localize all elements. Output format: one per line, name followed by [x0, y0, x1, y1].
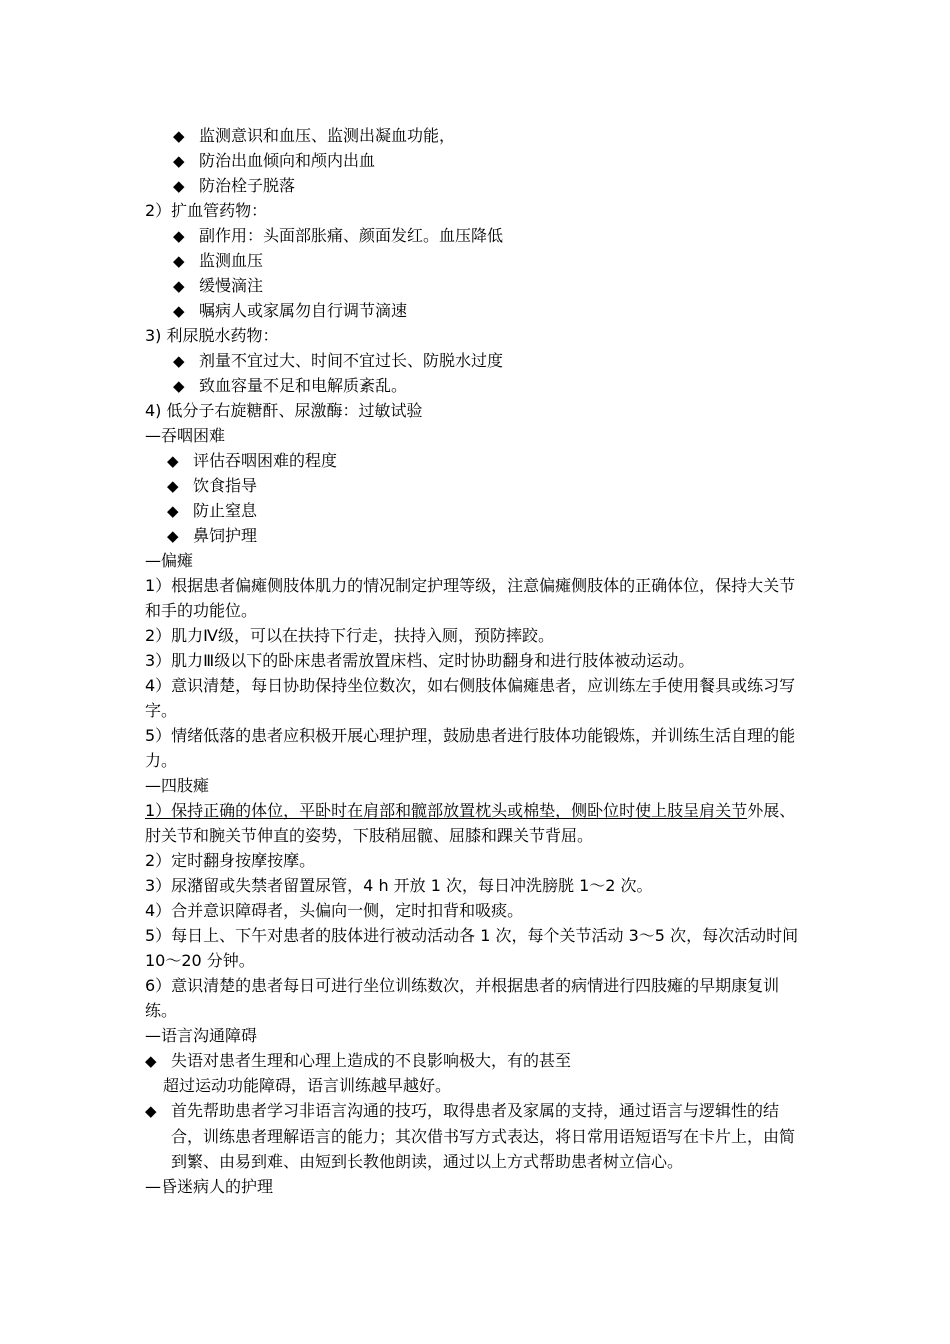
diamond-bullet-icon: ◆ — [173, 152, 185, 170]
section-heading: —吞咽困难 — [145, 426, 226, 445]
paragraph: 1）保持正确的体位，平卧时在肩部和髋部放置枕头或棉垫，侧卧位时使上肢呈肩关节外展、肘关节和腕关节伸直的姿势，下肢稍屈髋、屈膝和踝关节背屈。 — [145, 801, 796, 845]
diamond-bullet-icon: ◆ — [173, 127, 185, 145]
numbered-heading: 2）扩血管药物： — [145, 201, 268, 220]
bullet-item: ◆ 剂量不宜过大、时间不宜过长、防脱水过度 — [145, 348, 810, 373]
bullet-item: ◆ 致血容量不足和电解质紊乱。 — [145, 373, 810, 398]
underlined-text: 1）保持正确的体位，平卧时在肩部和髋部放置枕头或棉垫，侧卧位时使上肢呈肩关节 — [145, 801, 748, 820]
diamond-bullet-icon: ◆ — [173, 302, 185, 320]
diamond-bullet-icon: ◆ — [145, 1052, 157, 1070]
bullet-item: ◆ 监测意识和血压、监测出凝血功能， — [145, 123, 810, 148]
section-heading: —四肢瘫 — [145, 776, 210, 795]
numbered-heading: 4) 低分子右旋糖酐、尿激酶：过敏试验 — [145, 401, 423, 420]
bullet-item: ◆ 评估吞咽困难的程度 — [145, 448, 810, 473]
bullet-item: ◆ 监测血压 — [145, 248, 810, 273]
bullet-item: ◆ 首先帮助患者学习非语言沟通的技巧，取得患者及家属的支持，通过语言与逻辑性的结合，训练患者理解语言的能力；其次借书写方式表达，将日常用语短语写在卡片上，由简到繁、由易到难、由短到长教他朗读，通过以上方式帮助患者树立信心。 — [145, 1101, 796, 1171]
diamond-bullet-icon: ◆ — [173, 352, 185, 370]
diamond-bullet-icon: ◆ — [167, 477, 179, 495]
section-heading: —昏迷病人的护理 — [145, 1177, 274, 1196]
diamond-bullet-icon: ◆ — [173, 377, 185, 395]
paragraph: 2）肌力Ⅳ级，可以在扶持下行走，扶持入厕，预防摔跤。 — [145, 626, 554, 645]
bullet-continuation: 超过运动功能障碍，语言训练越早越好。 — [163, 1076, 452, 1095]
document-page — [145, 123, 810, 1199]
bullet-item: ◆ 防治栓子脱落 — [145, 173, 810, 198]
paragraph: 3）肌力Ⅲ级以下的卧床患者需放置床档、定时协助翻身和进行肢体被动运动。 — [145, 651, 695, 670]
diamond-bullet-icon: ◆ — [167, 527, 179, 545]
bullet-item: ◆ 鼻饲护理 — [145, 523, 810, 548]
diamond-bullet-icon: ◆ — [145, 1102, 157, 1120]
paragraph: 5）情绪低落的患者应积极开展心理护理，鼓励患者进行肢体功能锻炼，并训练生活自理的能力。 — [145, 726, 796, 770]
paragraph: 4）合并意识障碍者，头偏向一侧，定时扣背和吸痰。 — [145, 901, 524, 920]
diamond-bullet-icon: ◆ — [173, 177, 185, 195]
diamond-bullet-icon: ◆ — [173, 277, 185, 295]
bullet-item: ◆ 嘱病人或家属勿自行调节滴速 — [145, 298, 810, 323]
paragraph: 3）尿潴留或失禁者留置尿管，4 h 开放 1 次，每日冲洗膀胱 1～2 次。 — [145, 876, 653, 895]
diamond-bullet-icon: ◆ — [173, 227, 185, 245]
diamond-bullet-icon: ◆ — [167, 452, 179, 470]
bullet-item: ◆ 饮食指导 — [145, 473, 810, 498]
paragraph: 6）意识清楚的患者每日可进行坐位训练数次，并根据患者的病情进行四肢瘫的早期康复训练。 — [145, 976, 780, 1020]
diamond-bullet-icon: ◆ — [167, 502, 179, 520]
bullet-item: ◆ 防治出血倾向和颅内出血 — [145, 148, 810, 173]
numbered-heading: 3) 利尿脱水药物： — [145, 326, 279, 345]
bullet-item: ◆ 失语对患者生理和心理上造成的不良影响极大，有的甚至 — [145, 1048, 810, 1073]
section-heading: —偏瘫 — [145, 551, 194, 570]
bullet-item: ◆ 防止窒息 — [145, 498, 810, 523]
bullet-item: ◆ 缓慢滴注 — [145, 273, 810, 298]
paragraph: 5）每日上、下午对患者的肢体进行被动活动各 1 次，每个关节活动 3～5 次，每次活动时间 10～20 分钟。 — [145, 926, 799, 970]
paragraph: 1）根据患者偏瘫侧肢体肌力的情况制定护理等级，注意偏瘫侧肢体的正确体位，保持大关节和手的功能位。 — [145, 576, 796, 620]
paragraph: 4）意识清楚，每日协助保持坐位数次，如右侧肢体偏瘫患者，应训练左手使用餐具或练习写字。 — [145, 676, 796, 720]
section-heading: —语言沟通障碍 — [145, 1026, 258, 1045]
diamond-bullet-icon: ◆ — [173, 252, 185, 270]
bullet-item: ◆ 副作用：头面部胀痛、颜面发红。血压降低 — [145, 223, 810, 248]
paragraph: 2）定时翻身按摩按摩。 — [145, 851, 316, 870]
